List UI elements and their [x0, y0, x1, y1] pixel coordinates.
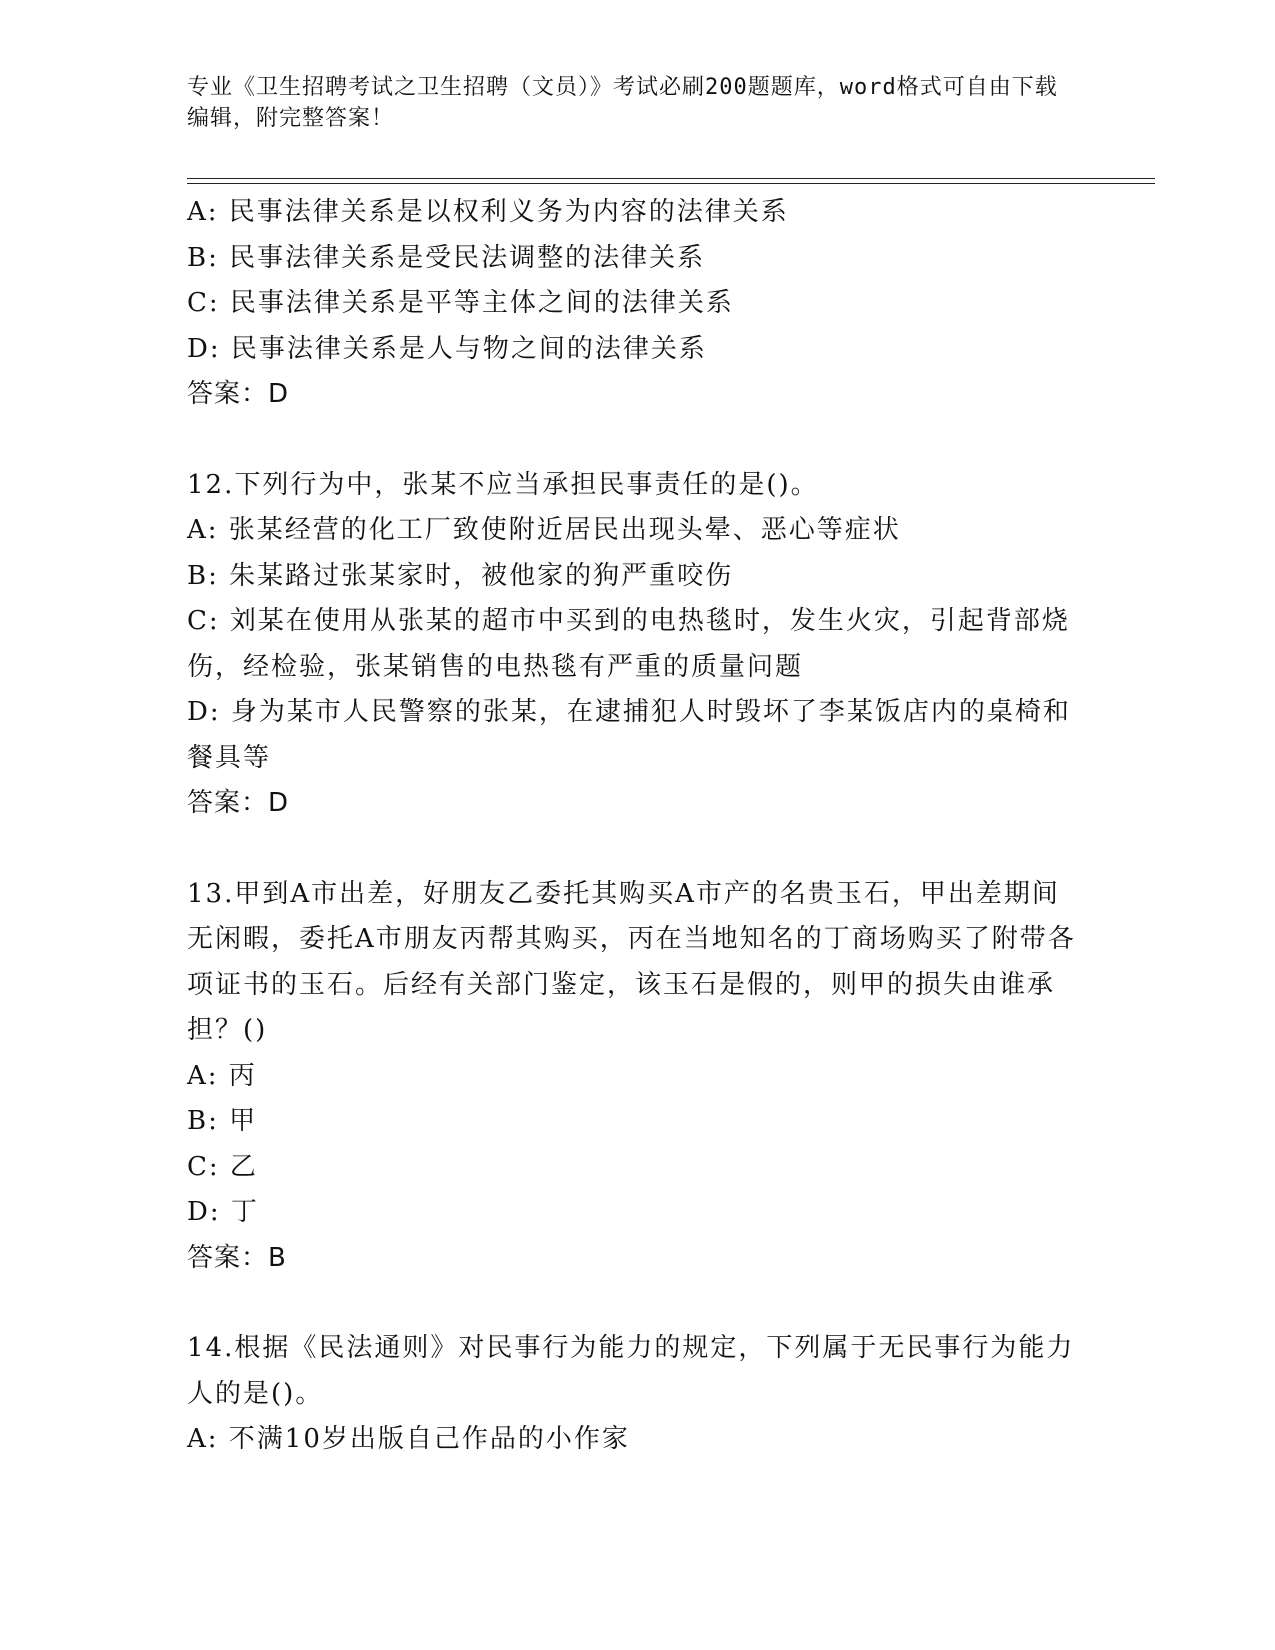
option-a: A: 民事法律关系是以权利义务为内容的法律关系 — [187, 197, 789, 227]
answer: 答案：D — [187, 788, 290, 818]
answer: 答案：B — [187, 1242, 287, 1273]
question-14-block — [187, 1326, 1087, 1463]
option-c: C: 刘某在使用从张某的超市中买到的电热毯时，发生火灾，引起背部烧伤，经检验，张某销售的电热毯有严重的质量问题 — [187, 606, 1070, 682]
option-c: C: 民事法律关系是平等主体之间的法律关系 — [187, 288, 734, 318]
answer: 答案：D — [187, 379, 290, 409]
document-header: 专业《卫生招聘考试之卫生招聘（文员）》考试必刷200题题库，word格式可自由下载编辑，附完整答案！ — [187, 75, 1058, 131]
spacer — [187, 827, 1087, 872]
option-c: C: 乙 — [187, 1151, 258, 1182]
option-a: A: 不满10岁出版自己作品的小作家 — [187, 1424, 630, 1454]
question-text: 13.甲到A市出差，好朋友乙委托其购买A市产的名贵玉石，甲出差期间无闲暇，委托A市朋友丙帮其购买，丙在当地知名的丁商场购买了附带各项证书的玉石。后经有关部门鉴定，该玉石是假的，则甲的损失由谁承担？() — [187, 878, 1076, 1045]
option-d: D: 身为某市人民警察的张某，在逮捕犯人时毁坏了李某饭店内的桌椅和餐具等 — [187, 697, 1071, 773]
option-b: B: 朱某路过张某家时，被他家的狗严重咬伤 — [187, 560, 734, 591]
header-rule-top — [187, 178, 1155, 179]
question-12-block — [187, 463, 1087, 827]
option-b: B: 甲 — [187, 1106, 258, 1136]
header-rule-bottom — [187, 183, 1155, 184]
document-body — [187, 190, 1087, 1463]
option-a: A: 丙 — [187, 1060, 257, 1091]
option-a: A: 张某经营的化工厂致使附近居民出现头晕、恶心等症状 — [187, 515, 901, 545]
spacer — [187, 1281, 1087, 1326]
option-d: D: 丁 — [187, 1197, 259, 1227]
question-text: 12.下列行为中，张某不应当承担民事责任的是()。 — [187, 469, 819, 500]
question-13-block — [187, 872, 1087, 1282]
option-d: D: 民事法律关系是人与物之间的法律关系 — [187, 333, 707, 364]
spacer — [187, 418, 1087, 463]
question-text: 14.根据《民法通则》对民事行为能力的规定，下列属于无民事行为能力人的是()。 — [187, 1333, 1075, 1409]
option-b: B: 民事法律关系是受民法调整的法律关系 — [187, 242, 706, 273]
question-11-block — [187, 190, 1087, 418]
